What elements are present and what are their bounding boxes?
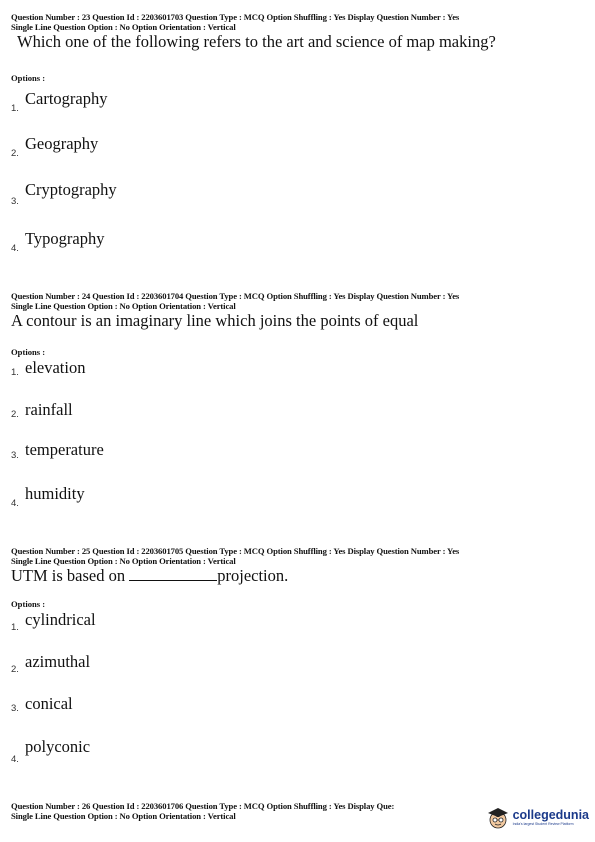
question-text-before-blank: UTM is based on — [11, 566, 126, 585]
question-text: Which one of the following refers to the art and science of map making? — [17, 32, 496, 51]
option-text: polyconic — [25, 737, 91, 756]
collegedunia-logo — [486, 806, 589, 830]
option-text: elevation — [25, 358, 86, 377]
fill-in-blank — [129, 566, 217, 581]
option-2[interactable] — [11, 652, 311, 678]
option-number: 1. — [11, 367, 19, 378]
option-number: 3. — [11, 703, 19, 714]
option-text: Geography — [25, 134, 99, 153]
question-meta-line-1: Question Number : 25 Question Id : 2203601705 Question Type : MCQ Option Shuffling : Yes Display Question Number : Yes — [11, 546, 460, 556]
question-meta-line-2: Single Line Question Option : No Option Orientation : Vertical — [11, 300, 236, 311]
question-text-after-blank: projection. — [217, 566, 289, 585]
question-meta-line-1: Question Number : 26 Question Id : 2203601706 Question Type : MCQ Option Shuffling : Yes Display Que: — [11, 801, 395, 811]
option-number: 2. — [11, 148, 19, 159]
question-block-24 — [11, 291, 586, 509]
option-text: rainfall — [25, 400, 73, 419]
question-meta-line-2: Single Line Question Option : No Option Orientation : Vertical — [11, 810, 236, 821]
option-text: cylindrical — [25, 610, 96, 629]
option-2[interactable] — [11, 134, 311, 160]
option-number: 2. — [11, 664, 19, 675]
option-text: Typography — [25, 229, 105, 248]
question-block-23 — [11, 12, 586, 254]
option-number: 2. — [11, 409, 19, 420]
option-3[interactable] — [11, 694, 311, 720]
option-number: 1. — [11, 103, 19, 114]
option-4[interactable] — [11, 737, 311, 763]
question-meta-line-2: Single Line Question Option : No Option Orientation : Vertical — [11, 21, 236, 32]
question-text — [11, 566, 586, 586]
graduate-mascot-icon — [486, 806, 510, 830]
options-label: Options : — [11, 347, 46, 357]
option-text: azimuthal — [25, 652, 91, 671]
option-1[interactable] — [11, 610, 311, 636]
option-1[interactable] — [11, 358, 311, 384]
option-3[interactable] — [11, 440, 311, 466]
option-number: 4. — [11, 243, 19, 254]
option-1[interactable] — [11, 89, 311, 115]
option-number: 4. — [11, 754, 19, 765]
option-text: Cartography — [25, 89, 108, 108]
option-2[interactable] — [11, 400, 311, 426]
option-number: 3. — [11, 450, 19, 461]
question-meta-line-1: Question Number : 23 Question Id : 2203601703 Question Type : MCQ Option Shuffling : Yes Display Question Number : Yes — [11, 12, 460, 22]
option-number: 3. — [11, 196, 19, 207]
brand-name: collegedunia — [512, 808, 589, 822]
options-label: Options : — [11, 73, 46, 83]
option-text: conical — [25, 694, 73, 713]
option-number: 4. — [11, 498, 19, 509]
option-number: 1. — [11, 622, 19, 633]
option-text: temperature — [25, 440, 104, 459]
question-block-25 — [11, 546, 586, 765]
brand-tagline: India's largest Student Review Platform — [512, 822, 574, 826]
option-4[interactable] — [11, 484, 311, 510]
option-4[interactable] — [11, 229, 311, 255]
option-3[interactable] — [11, 180, 311, 206]
question-meta-line-2: Single Line Question Option : No Option Orientation : Vertical — [11, 555, 236, 566]
options-label: Options : — [11, 599, 46, 609]
question-meta-line-1: Question Number : 24 Question Id : 2203601704 Question Type : MCQ Option Shuffling : Yes Display Question Number : Yes — [11, 291, 460, 301]
option-text: humidity — [25, 484, 85, 503]
option-text: Cryptography — [25, 180, 117, 199]
question-text: A contour is an imaginary line which joins the points of equal — [11, 311, 419, 330]
